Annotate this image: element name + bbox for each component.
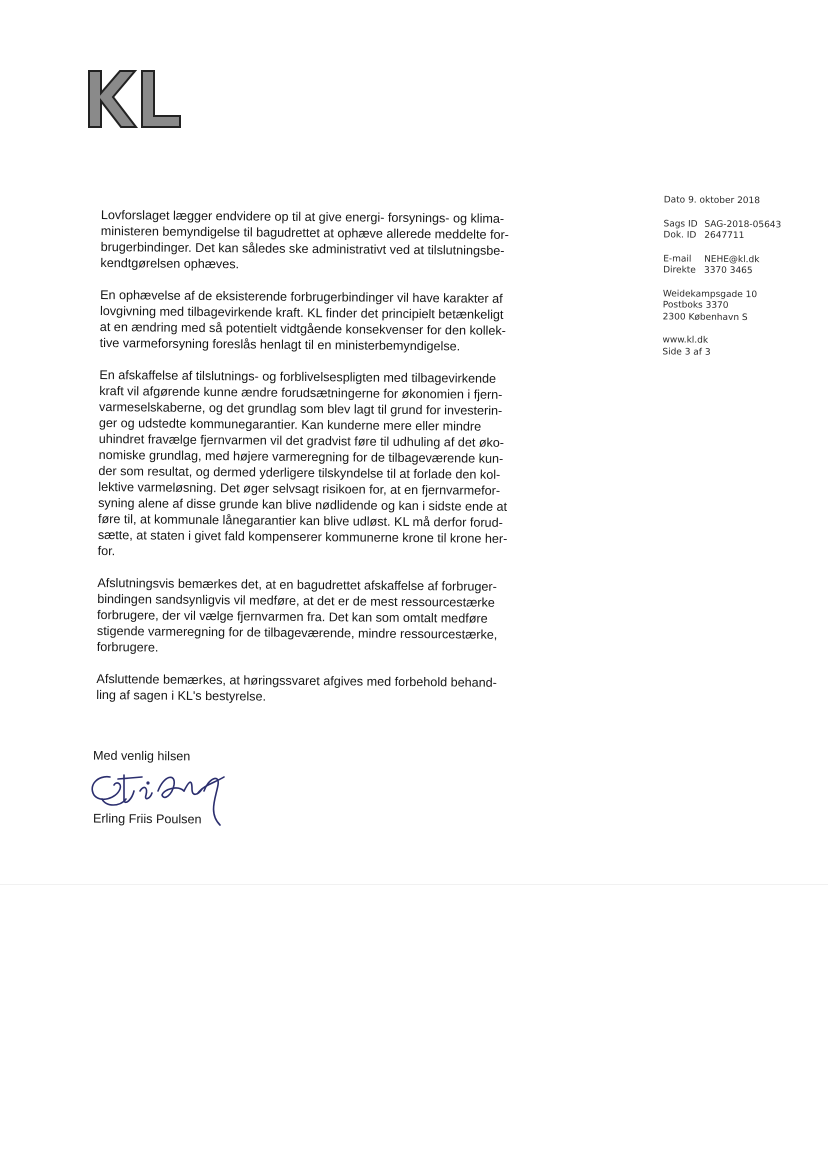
body-paragraph	[96, 671, 542, 707]
doc-id-label: Dok. ID	[663, 230, 697, 241]
date-label: Dato	[663, 195, 686, 206]
body-paragraph	[97, 575, 544, 659]
signer-name: Erling Friis Poulsen	[92, 811, 202, 827]
paragraph-line: at en ændring med så potentielt vidtgående konsekvenser for den kollek-	[99, 319, 506, 338]
paragraph-line: En afskaffelse af tilslutnings- og forblivelsespligten med tilbagevirkende	[99, 367, 497, 386]
kl-logo	[86, 68, 182, 130]
phone-label: Direkte	[663, 265, 696, 276]
paragraph-line: syning alene af disse grunde kan blive nødlidende og kan i sidste ende at	[98, 495, 508, 514]
body-paragraph	[98, 367, 546, 563]
paragraph-line: varmeselskaberne, og det grundlag som blev lagt til grund for investerin-	[99, 399, 503, 418]
paragraph-line: for.	[97, 543, 116, 559]
phone-value: 3370 3465	[703, 265, 753, 277]
case-id-value: SAG-2018-05643	[704, 219, 782, 230]
closing-greeting: Med venlig hilsen	[92, 748, 191, 764]
paragraph-line: Lovforslaget lægger endvidere op til at give energi- forsynings- og klima-	[100, 207, 505, 226]
paragraph-line: Afslutningsvis bemærkes det, at en bagudrettet afskaffelse af forbruger-	[97, 575, 497, 594]
address-line: Postboks 3370	[662, 300, 729, 311]
paragraph-line: bindingen sandsynligvis vil medføre, at det er de mest ressourcestærke	[97, 591, 495, 610]
body-paragraph	[100, 207, 547, 275]
paragraph-line: sætte, at staten i givet fald kompenserer kommunerne krone til krone her-	[97, 527, 508, 546]
paragraph-line: ling af sagen i KL's bestyrelse.	[96, 687, 267, 704]
paragraph-line: uhindret fravælge fjernvarmen vil det gradvist føre til udhuling af det øko-	[98, 431, 505, 450]
doc-id-value: 2647711	[704, 230, 745, 242]
paragraph-line: forbrugere, der vil vælge fjernvarmen fra. Det kan som omtalt medføre	[97, 607, 488, 626]
paragraph-line: kraft vil afgørende kunne ændre forudsætningerne for økonomien i fjern-	[99, 383, 503, 402]
phone-row	[663, 265, 813, 278]
email-value: NEHE@kl.dk	[704, 254, 760, 265]
paragraph-line: forbrugere.	[96, 639, 159, 655]
doc-id-row	[663, 230, 813, 243]
scan-divider	[0, 884, 828, 885]
paragraph-line: ministeren bemyndigelse til bagudrettet at ophæve allerede meddelte for-	[100, 223, 509, 242]
case-id-label: Sags ID	[663, 218, 698, 230]
letter-metadata	[662, 195, 814, 371]
email-label: E-mail	[663, 253, 692, 265]
body-paragraph	[100, 287, 547, 355]
website: www.kl.dk	[662, 335, 709, 346]
page-number: Side 3 af 3	[662, 346, 711, 358]
address-block	[663, 289, 813, 325]
paragraph-line: brugerbindinger. Det kan således ske administrativt ved at tilslutningsbe-	[100, 239, 505, 258]
paragraph-line: stigende varmeregning for de tilbageværende, mindre ressourcestærke,	[96, 623, 498, 642]
paragraph-line: tive varmeforsyning foreslås henlagt til en ministerbemyndigelse.	[99, 335, 461, 354]
paragraph-line: lovgivning med tilbagevirkende kraft. KL finder det principielt betænkeligt	[99, 303, 504, 322]
letter-body	[96, 207, 547, 723]
date-row	[664, 195, 814, 208]
address-line: 2300 København S	[662, 311, 748, 323]
paragraph-line: der som resultat, og dermed yderligere tilskyndelse til at forlade den kol-	[98, 463, 501, 482]
paragraph-line: føre til, at kommunale lånegarantier kan blive udløst. KL må derfor forud-	[97, 511, 503, 530]
date-value: 9. oktober 2018	[688, 195, 761, 207]
paragraph-line: ger og udstedte kommunegarantier. Kan kunderne mere eller mindre	[98, 415, 482, 434]
address-line: Weidekampsgade 10	[662, 288, 758, 300]
paragraph-line: En ophævelse af de eksisterende forbrugerbindinger vil have karakter af	[100, 287, 503, 306]
paragraph-line: nomiske grundlag, med højere varmeregning for de tilbageværende kun-	[98, 447, 504, 466]
paragraph-line: Afsluttende bemærkes, at høringssvaret afgives med forbehold behand-	[96, 671, 497, 690]
paragraph-line: kendtgørelsen ophæves.	[100, 255, 240, 272]
paragraph-line: lektive varmeløsning. Det øger selvsagt risikoen for, at en fjernvarmefor-	[98, 479, 501, 498]
